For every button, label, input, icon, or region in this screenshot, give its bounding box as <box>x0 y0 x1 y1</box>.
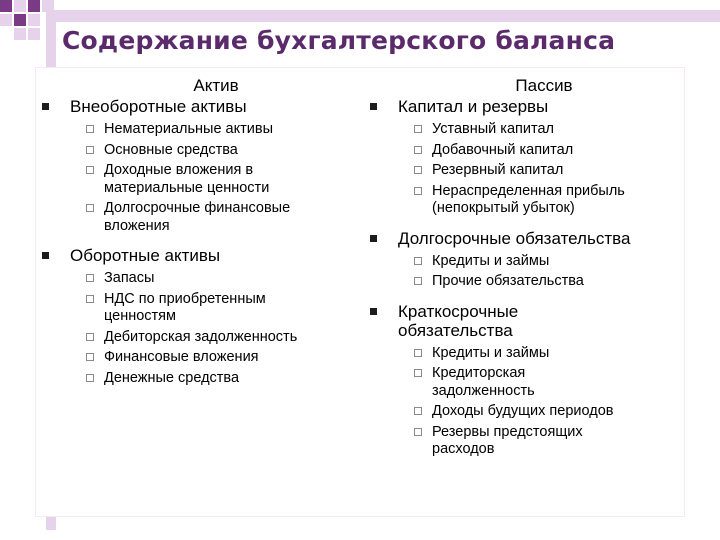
hollow-square-bullet-icon <box>414 277 422 285</box>
hollow-square-bullet-icon <box>414 125 422 133</box>
text-line: Оборотные активы <box>70 246 221 265</box>
hollow-square-bullet-icon <box>86 125 94 133</box>
section-heading <box>36 97 356 116</box>
hollow-square-bullet-icon <box>86 353 94 361</box>
section-items <box>364 121 684 218</box>
list-item <box>364 273 684 291</box>
text-line: Нематериальные активы <box>104 121 273 137</box>
list-item <box>36 121 356 139</box>
text-line: Денежные средства <box>104 369 240 386</box>
square-bullet-icon <box>42 252 49 259</box>
decorative-square <box>42 0 54 12</box>
text-line: Резервный капитал <box>432 162 564 178</box>
text-line: Долгосрочные финансовые <box>104 200 291 216</box>
list-item <box>364 424 684 459</box>
text-line: Прочие обязательства <box>432 273 584 289</box>
slide-title: Содержание бухгалтерского баланса <box>62 26 616 55</box>
list-item <box>364 253 684 271</box>
text-line: Внеоборотные активы <box>70 97 247 116</box>
hollow-square-bullet-icon <box>414 407 422 415</box>
list-item <box>36 291 356 326</box>
hollow-square-bullet-icon <box>86 295 94 303</box>
section-items <box>364 345 684 459</box>
list-item <box>36 270 356 288</box>
text-line: Кредиты и займы <box>432 344 550 361</box>
list-item <box>364 121 684 139</box>
hollow-square-bullet-icon <box>86 204 94 212</box>
hollow-square-bullet-icon <box>414 428 422 436</box>
section-items <box>36 270 356 387</box>
list-item <box>36 200 356 235</box>
decorative-square <box>28 14 40 26</box>
text-line: Доходы будущих периодов <box>432 403 614 419</box>
square-bullet-icon <box>370 103 377 110</box>
text-line: материальные ценности <box>104 179 270 196</box>
section-items <box>36 121 356 235</box>
text-line: Нераспределенная прибыль <box>432 182 625 199</box>
list-item <box>364 162 684 180</box>
square-bullet-icon <box>370 235 377 242</box>
text-line: Финансовые вложения <box>104 349 259 365</box>
hollow-square-bullet-icon <box>86 374 94 382</box>
hollow-square-bullet-icon <box>86 333 94 341</box>
assets-sections <box>36 97 356 387</box>
text-line: Добавочный капитал <box>432 141 574 158</box>
list-item <box>36 370 356 388</box>
decorative-square <box>14 14 26 26</box>
assets-heading: Актив <box>193 76 239 95</box>
decorative-square <box>0 14 12 26</box>
list-item <box>364 365 684 400</box>
text-line: Запасы <box>104 270 155 286</box>
section-items <box>364 253 684 291</box>
text-line: обязательства <box>398 320 513 340</box>
list-item <box>36 162 356 197</box>
text-line: Кредиторская <box>432 365 526 381</box>
section-heading <box>364 302 684 340</box>
section-gap <box>364 291 684 300</box>
square-bullet-icon <box>370 308 377 315</box>
section-heading <box>36 246 356 265</box>
text-line: Резервы предстоящих <box>432 423 583 440</box>
hollow-square-bullet-icon <box>86 166 94 174</box>
text-line: Уставный капитал <box>432 121 554 137</box>
list-item <box>36 329 356 347</box>
text-line: Капитал и резервы <box>398 97 549 116</box>
text-line: Дебиторская задолженность <box>104 328 298 345</box>
text-line: расходов <box>432 441 495 457</box>
section-gap <box>36 235 356 244</box>
list-item <box>36 142 356 160</box>
hollow-square-bullet-icon <box>414 166 422 174</box>
liabilities-sections <box>364 97 684 459</box>
decorative-square <box>28 0 40 12</box>
square-bullet-icon <box>42 103 49 110</box>
liabilities-column <box>364 68 684 459</box>
section-gap <box>364 218 684 227</box>
text-line: Доходные вложения в <box>104 162 254 178</box>
hollow-square-bullet-icon <box>414 146 422 154</box>
text-line: вложения <box>104 217 170 234</box>
list-item <box>364 403 684 421</box>
text-line: Кредиты и займы <box>432 252 550 269</box>
decorative-square <box>0 0 12 12</box>
section-heading <box>364 97 684 116</box>
assets-column <box>36 68 356 387</box>
list-item <box>36 349 356 367</box>
list-item <box>364 142 684 160</box>
section-heading <box>364 229 684 248</box>
text-line: Долгосрочные обязательства <box>398 228 631 248</box>
text-line: Краткосрочные <box>398 301 519 321</box>
text-line: задолженность <box>432 382 535 399</box>
hollow-square-bullet-icon <box>414 187 422 195</box>
hollow-square-bullet-icon <box>414 369 422 377</box>
list-item <box>364 183 684 218</box>
content-area <box>36 68 684 516</box>
text-line: НДС по приобретенным <box>104 290 266 307</box>
decorative-square <box>14 28 26 40</box>
decorative-square <box>28 28 40 40</box>
decorative-top-bar <box>55 10 720 22</box>
decorative-square <box>14 0 26 12</box>
hollow-square-bullet-icon <box>86 274 94 282</box>
hollow-square-bullet-icon <box>414 257 422 265</box>
liabilities-heading: Пассив <box>515 76 573 95</box>
hollow-square-bullet-icon <box>86 146 94 154</box>
text-line: (непокрытый убыток) <box>432 200 575 216</box>
list-item <box>364 345 684 363</box>
hollow-square-bullet-icon <box>414 349 422 357</box>
text-line: ценностям <box>104 308 176 324</box>
text-line: Основные средства <box>104 141 238 158</box>
